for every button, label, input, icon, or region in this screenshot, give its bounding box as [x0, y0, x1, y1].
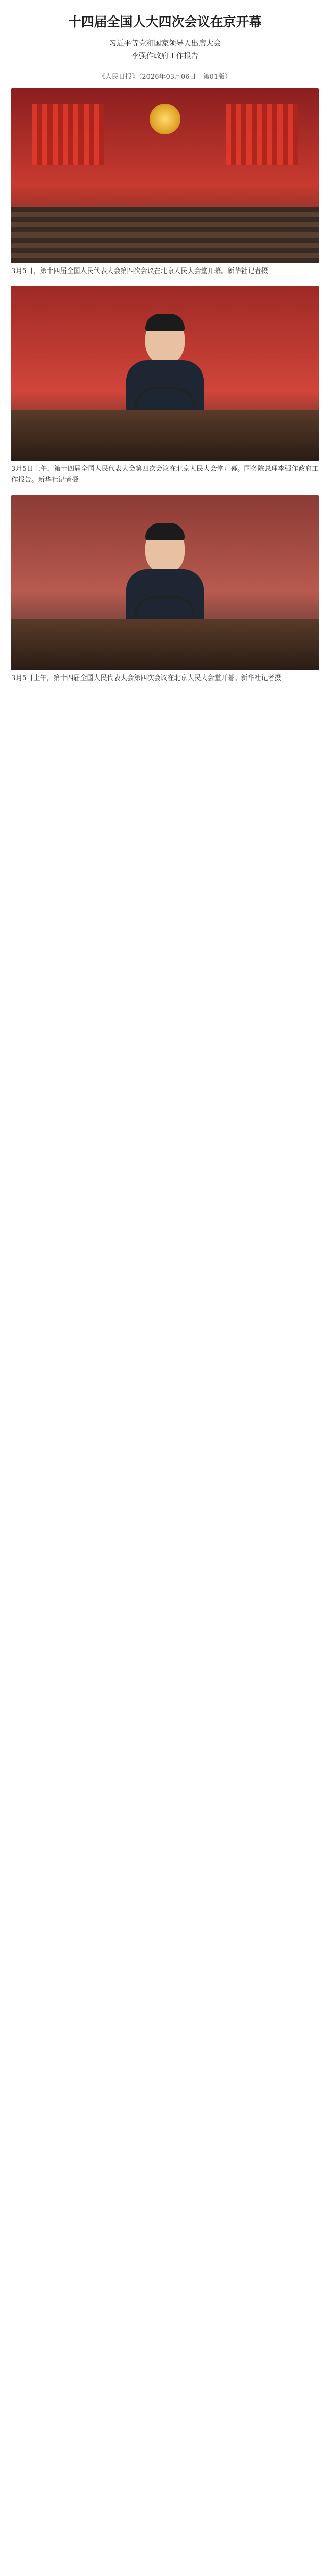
article-dateline: 《人民日报》（2026年03月06日 第01版）: [98, 73, 232, 81]
microphone-icon: [135, 387, 195, 410]
subhead-block: [11, 38, 319, 63]
hair-shape: [145, 314, 185, 331]
microphone-icon: [135, 596, 195, 619]
speaker1-photo: [11, 286, 319, 461]
photo-caption: 3月5日上午，第十四届全国人民代表大会第四次会议在北京人民大会堂开幕。新华社记者摄: [11, 674, 282, 682]
podium: [11, 619, 319, 670]
article-headline: 十四届全国人大四次会议在京开幕: [68, 14, 262, 29]
hall-photo: [11, 88, 319, 263]
flags-decoration: [226, 104, 298, 165]
subhead: 习近平等党和国家领导人出席大会: [109, 39, 221, 48]
audience-rows: [11, 207, 319, 263]
flags-decoration: [32, 104, 104, 165]
national-emblem-icon: [150, 104, 180, 134]
speaker2-photo: [11, 495, 319, 670]
article-page: [0, 0, 330, 714]
podium: [11, 410, 319, 461]
photo-caption: 3月5日上午，第十四届全国人民代表大会第四次会议在北京人民大会堂开幕。国务院总理李强作政府工作报告。新华社记者摄: [11, 465, 319, 484]
photo-caption: 3月5日，第十四届全国人民代表大会第四次会议在北京人民大会堂开幕。新华社记者摄: [11, 267, 268, 275]
subhead: 李强作政府工作报告: [131, 52, 199, 60]
hair-shape: [145, 523, 185, 540]
